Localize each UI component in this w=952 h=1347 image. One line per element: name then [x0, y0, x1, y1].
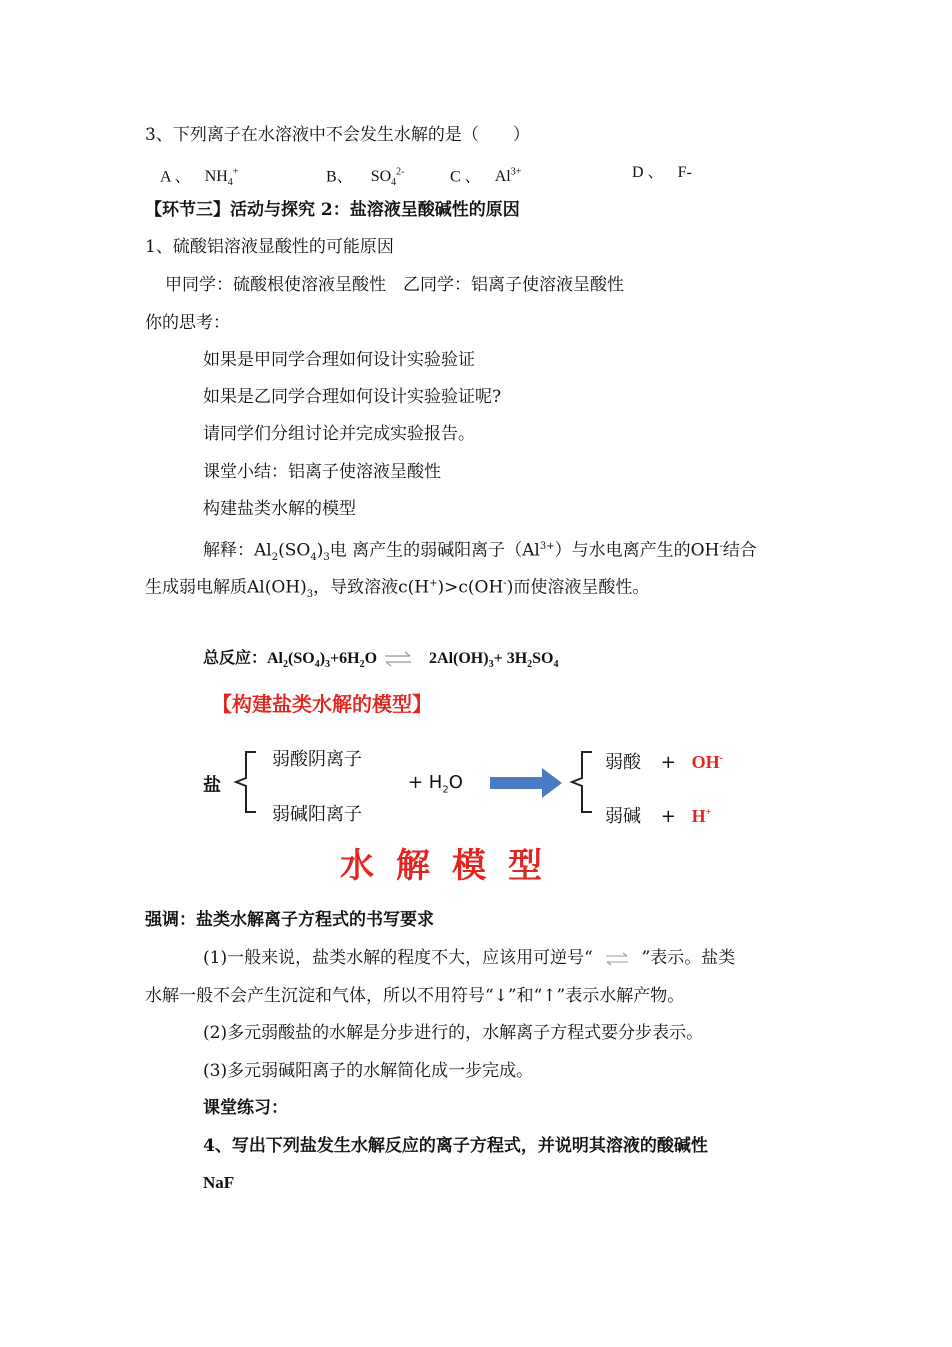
class-practice: 课堂练习： — [203, 1098, 288, 1118]
option-c-ion: $Al^{3+}$ — [494, 167, 522, 186]
model-title: 【构建盐类水解的模型】 — [212, 692, 432, 716]
hydroxide-ion: OH- — [691, 752, 723, 772]
right-arrow-icon — [490, 766, 564, 800]
option-d — [632, 162, 692, 184]
option-c — [450, 162, 521, 188]
option-b-ion: $SO_4^{2-}$ — [370, 167, 405, 189]
students-views: 甲同学：硫酸根使溶液呈酸性 乙同学：铝离子使溶液呈酸性 — [165, 275, 624, 295]
section-3-heading: 【环节三】活动与探究 2：盐溶液呈酸碱性的原因 — [145, 200, 520, 220]
weak-base-product: 弱碱 + H+ — [605, 806, 712, 827]
salt-label: 盐 — [203, 775, 221, 796]
option-d-ion: F- — [677, 164, 692, 181]
explanation-line-2: 生成弱电解质$Al(OH)_3$，导致溶液c(H+)>c(OH-)而使溶液呈酸性。 — [145, 577, 650, 601]
emphasis-heading: 强调：盐类水解离子方程式的书写要求 — [145, 910, 434, 930]
left-brace-icon — [232, 750, 258, 814]
question-4: 4、写出下列盐发生水解反应的离子方程式，并说明其溶液的酸碱性 — [203, 1136, 708, 1156]
rule-1-line-1: (1)一般来说，盐类水解的程度不大，应该用可逆号“ ”表示。盐类 — [203, 948, 736, 968]
rule-2: (2)多元弱酸盐的水解是分步进行的，水解离子方程式要分步表示。 — [203, 1023, 704, 1043]
explanation-line-1: 解释：$Al_2(SO_4)_3$电 离产生的弱碱阳离子$(Al^{3+})$与水电离产生的OH-结合 — [203, 540, 757, 564]
item-1: 1、硫酸铝溶液显酸性的可能原因 — [145, 237, 394, 257]
reversible-arrow-icon — [383, 651, 413, 667]
rule-3: (3)多元弱碱阳离子的水解简化成一步完成。 — [203, 1061, 534, 1081]
thinking-3: 请同学们分组讨论并完成实验报告。 — [203, 424, 475, 444]
right-brace-icon — [568, 750, 594, 814]
option-a-ion: $NH_4^+$ — [204, 167, 239, 189]
rule-1-line-2: 水解一般不会产生沉淀和气体，所以不用符号“↓”和“↑”表示水解产物。 — [145, 986, 685, 1006]
plus-water: + $H_2O$ — [408, 772, 463, 796]
option-b-label: B、 — [326, 168, 353, 186]
naf-label: NaF — [203, 1173, 235, 1192]
weak-acid-anion: 弱酸阴离子 — [272, 749, 362, 770]
option-a-label: A 、 — [160, 168, 191, 186]
overall-equation: 总反应：$Al_2(SO_4)_3+6H_2O$ $2Al(OH)_3+ 3H_2SO_4$ — [203, 650, 559, 671]
hydrolysis-model-title: 水解模型 — [340, 846, 564, 886]
option-b — [326, 162, 404, 195]
reversible-sign-icon — [604, 952, 630, 966]
summary: 课堂小结：铝离子使溶液呈酸性 — [203, 462, 441, 482]
question-3-stem: 3、下列离子在水溶液中不会发生水解的是（ ） — [145, 125, 530, 145]
hydrogen-ion: H+ — [691, 806, 712, 826]
option-d-label: D 、 — [632, 164, 664, 181]
thinking-1: 如果是甲同学合理如何设计实验验证 — [203, 350, 475, 370]
weak-acid-product: 弱酸 + OH- — [605, 752, 723, 773]
weak-base-cation: 弱碱阳离子 — [272, 804, 362, 825]
your-thinking: 你的思考： — [145, 313, 230, 333]
thinking-2: 如果是乙同学合理如何设计实验验证呢? — [203, 387, 502, 407]
option-c-label: C 、 — [450, 168, 481, 186]
build-model: 构建盐类水解的模型 — [203, 499, 356, 519]
question-3-options — [160, 162, 238, 195]
